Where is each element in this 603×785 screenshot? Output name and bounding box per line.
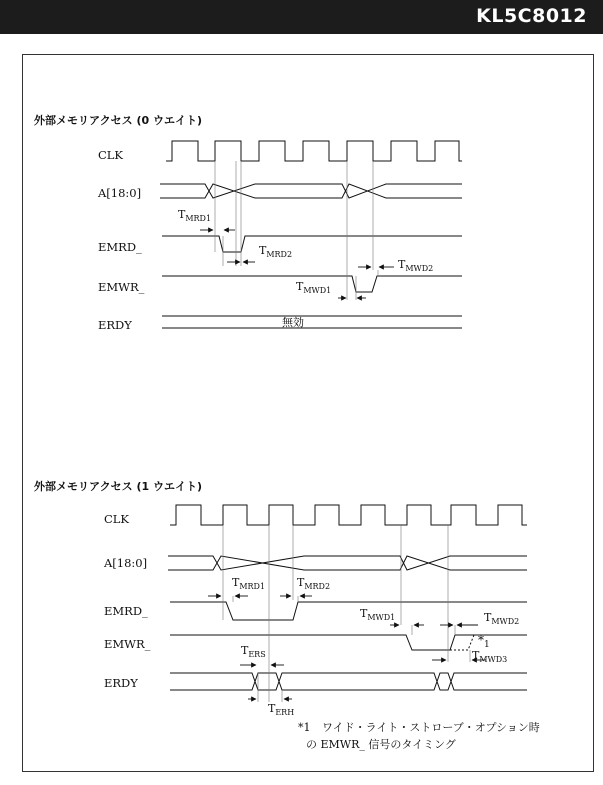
diagram2-addr-bus [168, 556, 527, 570]
diagram1-erdy-waveform [162, 316, 462, 328]
d1-tmwd2: $T_{MWD2}$ [398, 258, 434, 273]
d2-tmwd1: $T_{MWD1}$ [360, 607, 396, 622]
footnote-line1: ワイド・ライト・ストローブ・オプション時 [322, 721, 540, 734]
diagram2-addr-label: A[18:0] [104, 556, 148, 570]
d2-ters: $T_{ERS}$ [241, 644, 266, 659]
d2-tmwd2: $T_{MWD2}$ [484, 611, 520, 626]
diagram1-emrd-waveform [162, 236, 462, 252]
d2-star1: $*_1$ [478, 633, 490, 650]
diagram2-erdy-label: ERDY [104, 676, 138, 690]
d2-tmrd1: $T_{MRD1}$ [232, 576, 266, 591]
diagram2-clk-label: CLK [104, 512, 130, 526]
d2-terh: $T_{ERH}$ [268, 702, 295, 717]
d1-tmrd1: $T_{MRD1}$ [178, 208, 212, 223]
diagram2-emwr-wide-option [450, 635, 474, 650]
d2-tmrd2: $T_{MRD2}$ [297, 576, 331, 591]
diagram1-addr-bus [160, 184, 462, 198]
diagram2-emrd-waveform [170, 602, 527, 620]
diagram2-emrd-label: EMRD_ [104, 604, 148, 618]
diagram1-addr-label: A[18:0] [98, 186, 142, 200]
diagram1-clk-waveform [166, 141, 462, 161]
footnote-marker: *1 [298, 721, 311, 734]
diagram2-clk-waveform [170, 505, 527, 525]
d1-tmrd2: $T_{MRD2}$ [259, 244, 293, 259]
diagram1-erdy-label: ERDY [98, 318, 132, 332]
diagram2-erdy-waveform-bottom [170, 673, 527, 690]
diagram1-clk-label: CLK [98, 148, 124, 162]
d1-erdy-note: 無効 [282, 316, 304, 329]
diagram2-timing-arrows [208, 596, 486, 699]
diagram1-title: 外部メモリアクセス (0 ウエイト) [34, 114, 203, 127]
d2-tmwd3: $T_{MWD3}$ [472, 649, 508, 664]
header-title: KL5C8012 [476, 5, 587, 27]
d1-tmwd1: $T_{MWD1}$ [296, 280, 332, 295]
diagram2-emwr-label: EMWR_ [104, 637, 151, 651]
diagram2-emwr-waveform [170, 635, 527, 650]
footnote-line2: の EMWR_ 信号のタイミング [306, 738, 456, 751]
diagram1-emrd-label: EMRD_ [98, 240, 142, 254]
diagram2-erdy-waveform-top [170, 673, 527, 690]
diagram2-reference-lines [223, 525, 470, 702]
diagram2-title: 外部メモリアクセス (1 ウエイト) [34, 480, 203, 493]
diagram1-emwr-label: EMWR_ [98, 280, 145, 294]
